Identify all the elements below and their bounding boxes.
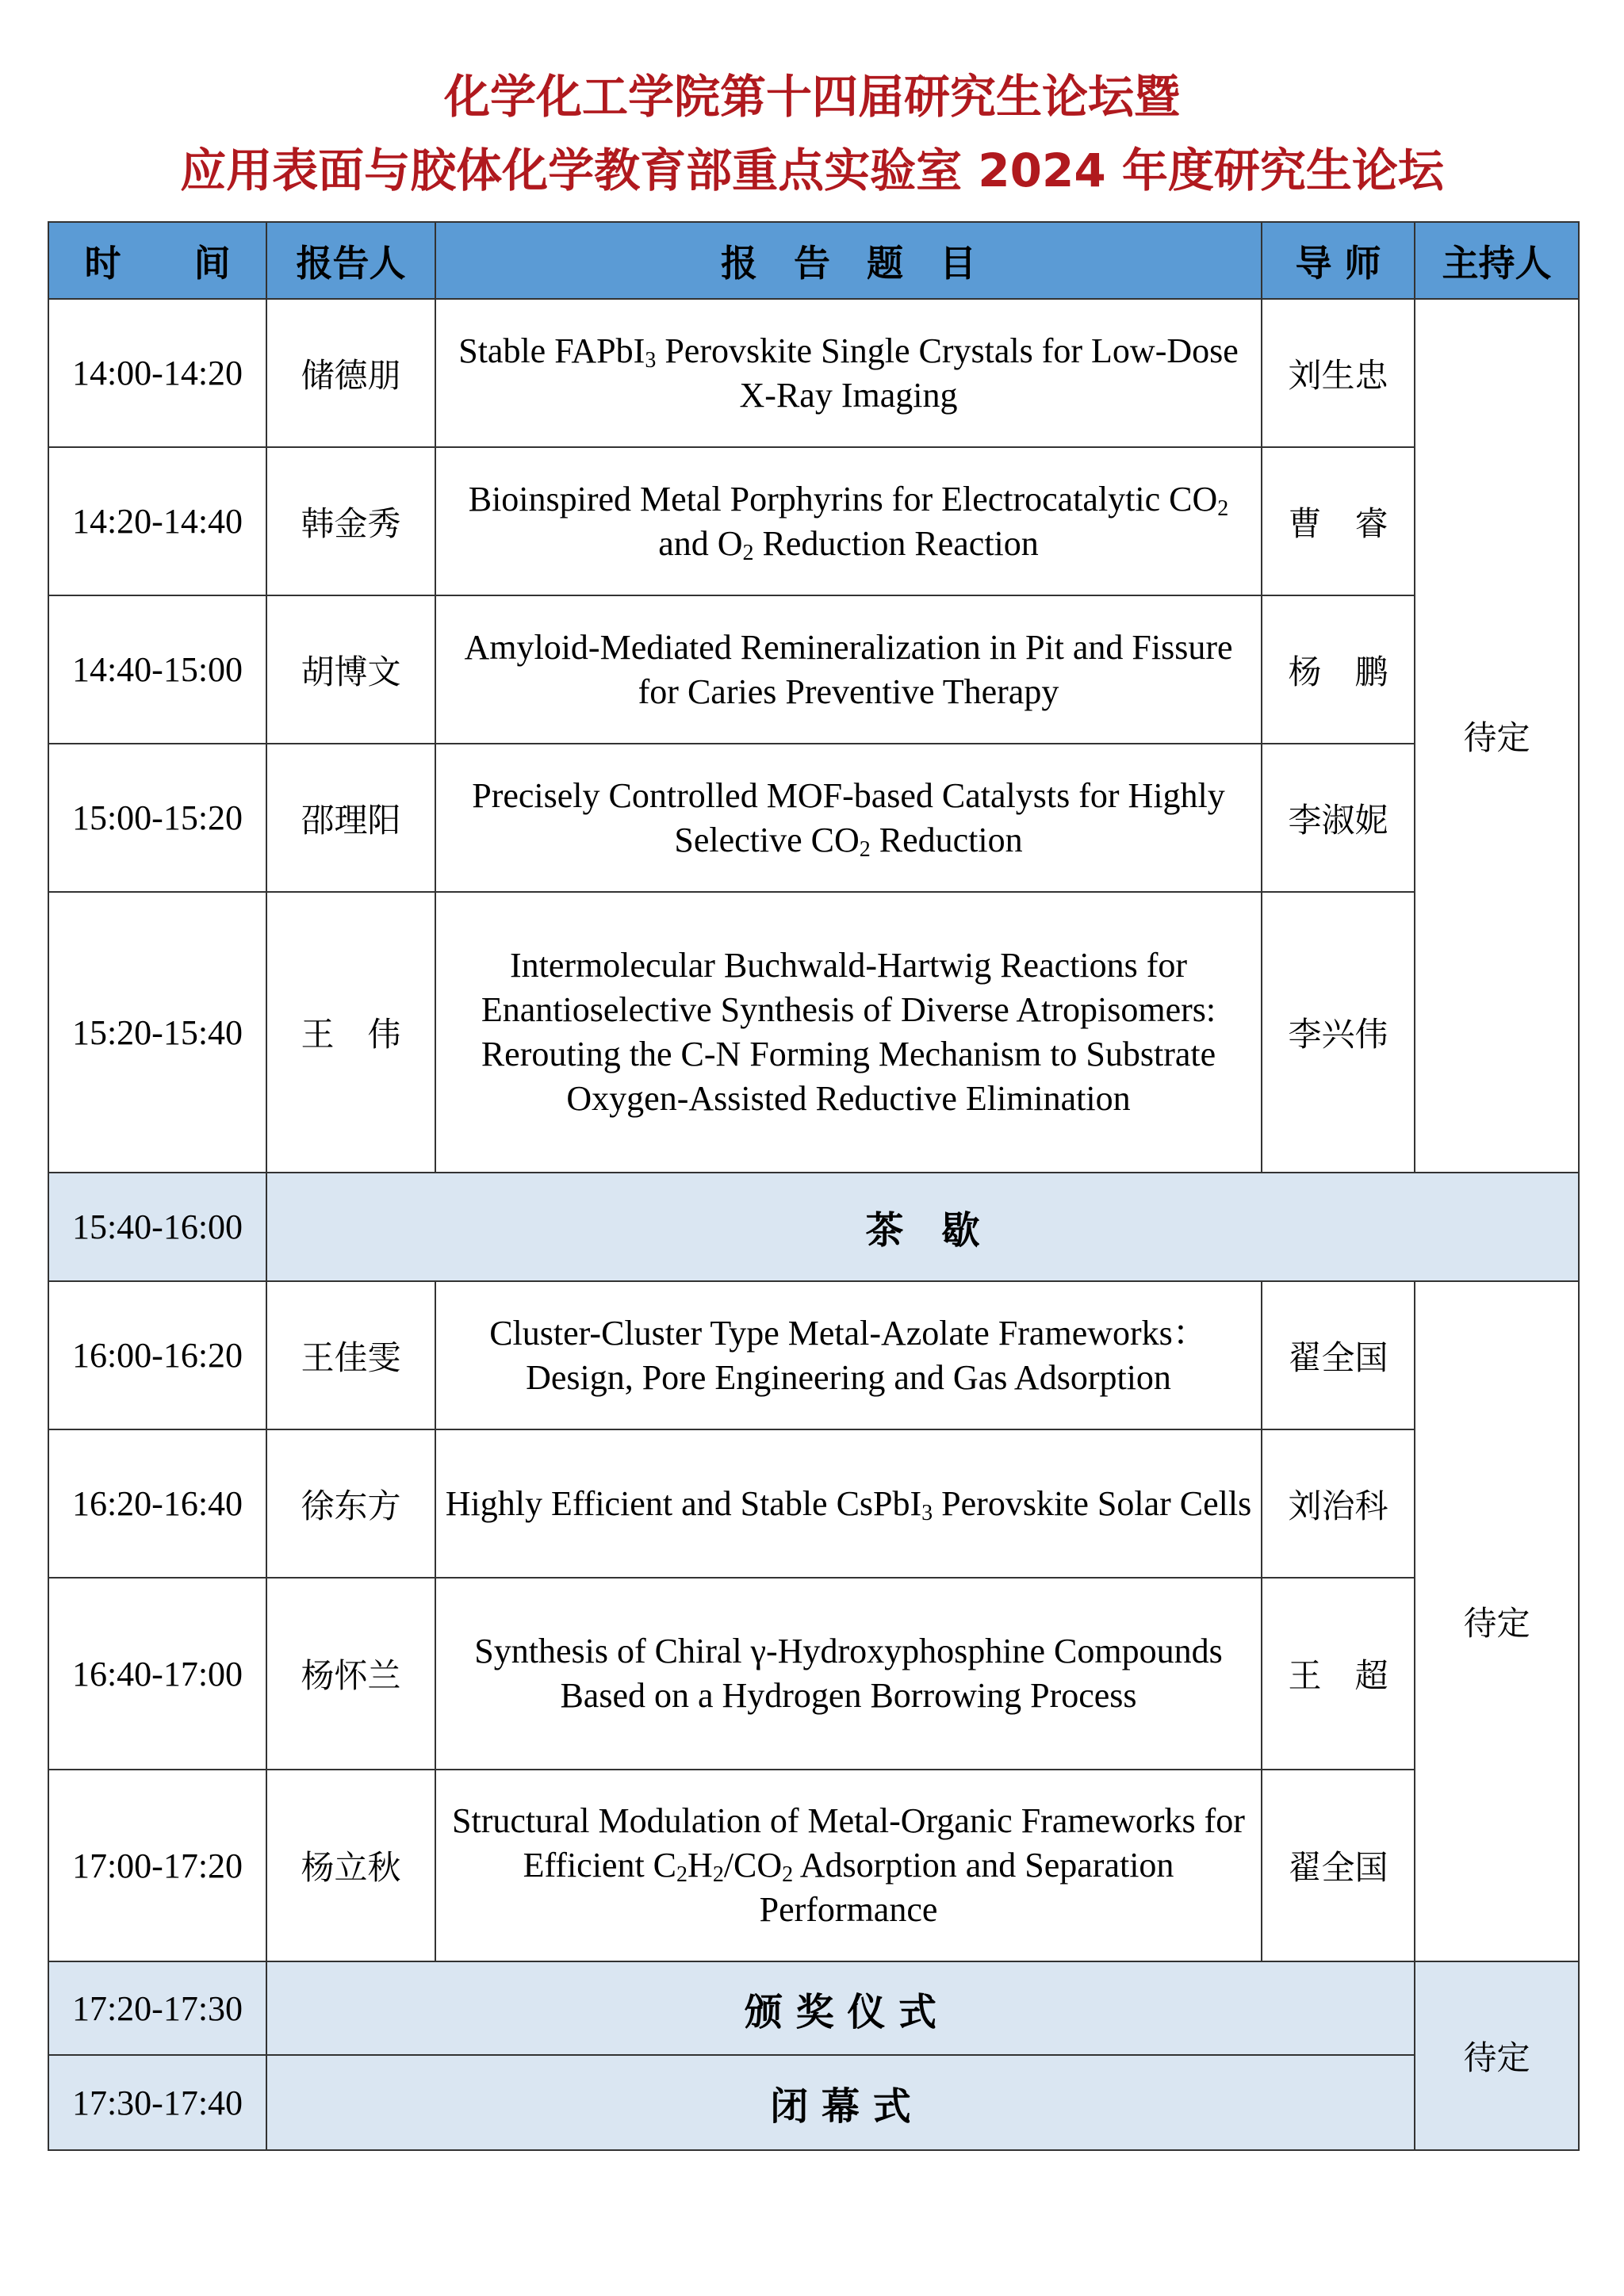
topic-subscript: 3	[645, 347, 657, 373]
topic-text: Highly Efficient and Stable CsPbI	[445, 1483, 922, 1523]
speaker-cell: 胡博文	[266, 595, 435, 744]
closing-ceremony-label: 闭 幕 式	[266, 2055, 1415, 2150]
topic-subscript: 2	[1217, 496, 1229, 521]
topic-text: Intermolecular Buchwald-Hartwig Reactions for Enantioselective Synthesis of Diverse Atropisomers: Rerouting the C-N Forming Mechanism to Substrate Oxygen-Assisted Reductive Elimination	[481, 946, 1216, 1118]
topic-cell	[435, 447, 1262, 595]
title-line-1: 化学化工学院第十四届研究生论坛暨	[443, 70, 1180, 124]
topic-subscript: 3	[921, 1500, 933, 1525]
table-row	[48, 1578, 1579, 1770]
topic-cell	[435, 595, 1262, 744]
time-cell: 16:20-16:40	[48, 1429, 266, 1578]
header-advisor: 导 师	[1262, 222, 1415, 299]
speaker-cell: 杨怀兰	[266, 1578, 435, 1770]
speaker-cell: 邵理阳	[266, 744, 435, 892]
time-cell: 14:00-14:20	[48, 299, 266, 447]
topic-text: Perovskite Solar Cells	[933, 1483, 1252, 1523]
award-row	[48, 1961, 1579, 2055]
table-row	[48, 447, 1579, 595]
schedule-table	[48, 221, 1580, 2151]
topic-subscript: 2	[782, 1862, 794, 1887]
time-cell: 15:40-16:00	[48, 1173, 266, 1281]
advisor-cell: 王 超	[1262, 1578, 1415, 1770]
time-cell: 14:40-15:00	[48, 595, 266, 744]
award-ceremony-label: 颁 奖 仪 式	[266, 1961, 1415, 2055]
advisor-cell: 翟全国	[1262, 1770, 1415, 1961]
tea-break-row	[48, 1173, 1579, 1281]
table-row	[48, 299, 1579, 447]
topic-text: Structural Modulation of Metal-Organic Frameworks for Efficient C	[452, 1801, 1245, 1885]
topic-text: Perovskite Single Crystals for Low-Dose X-Ray Imaging	[656, 331, 1239, 415]
topic-text: and O	[658, 523, 743, 563]
advisor-cell: 刘治科	[1262, 1429, 1415, 1578]
advisor-cell: 刘生忠	[1262, 299, 1415, 447]
topic-subscript: 2	[712, 1862, 724, 1887]
speaker-cell: 王 伟	[266, 892, 435, 1173]
table-row	[48, 595, 1579, 744]
tea-break-label: 茶 歇	[266, 1173, 1579, 1281]
speaker-cell: 韩金秀	[266, 447, 435, 595]
time-cell: 17:20-17:30	[48, 1961, 266, 2055]
header-speaker: 报告人	[266, 222, 435, 299]
table-row	[48, 1770, 1579, 1961]
topic-cell	[435, 299, 1262, 447]
time-cell: 17:00-17:20	[48, 1770, 266, 1961]
topic-subscript: 2	[742, 540, 754, 565]
topic-cell	[435, 1578, 1262, 1770]
table-row	[48, 1281, 1579, 1429]
header-topic: 报 告 题 目	[435, 222, 1262, 299]
topic-cell	[435, 1281, 1262, 1429]
topic-cell	[435, 1429, 1262, 1578]
header-time: 时 间	[48, 222, 266, 299]
topic-cell	[435, 892, 1262, 1173]
advisor-cell: 曹 睿	[1262, 447, 1415, 595]
topic-text: Synthesis of Chiral γ-Hydroxyphosphine Compounds Based on a Hydrogen Borrowing Process	[474, 1632, 1223, 1715]
topic-subscript: 2	[859, 836, 871, 862]
host-cell-closing: 待定	[1415, 1961, 1579, 2150]
time-cell: 14:20-14:40	[48, 447, 266, 595]
speaker-cell: 徐东方	[266, 1429, 435, 1578]
topic-text: Precisely Controlled MOF-based Catalysts for Highly Selective CO	[472, 775, 1225, 859]
host-cell-session1: 待定	[1415, 299, 1579, 1173]
advisor-cell: 翟全国	[1262, 1281, 1415, 1429]
time-cell: 16:40-17:00	[48, 1578, 266, 1770]
topic-text: Cluster-Cluster Type Metal-Azolate Frameworks：Design, Pore Engineering and Gas Adsorption	[489, 1313, 1208, 1397]
topic-cell	[435, 744, 1262, 892]
advisor-cell: 李淑妮	[1262, 744, 1415, 892]
speaker-cell: 杨立秋	[266, 1770, 435, 1961]
topic-text: Adsorption and Separation Performance	[759, 1846, 1174, 1929]
topic-text: Reduction	[870, 820, 1023, 859]
topic-text: Amyloid-Mediated Remineralization in Pit and Fissure for Caries Preventive Therapy	[464, 627, 1233, 711]
topic-subscript: 2	[676, 1862, 688, 1887]
title-line-2: 应用表面与胶体化学教育部重点实验室 2024 年度研究生论坛	[180, 144, 1444, 197]
advisor-cell: 杨 鹏	[1262, 595, 1415, 744]
topic-cell	[435, 1770, 1262, 1961]
table-row	[48, 744, 1579, 892]
table-row	[48, 1429, 1579, 1578]
time-cell: 16:00-16:20	[48, 1281, 266, 1429]
header-row	[48, 222, 1579, 299]
topic-text: H	[688, 1846, 713, 1885]
topic-text: Stable FAPbI	[458, 331, 645, 370]
topic-text: Bioinspired Metal Porphyrins for Electrocatalytic CO	[468, 479, 1218, 519]
topic-text: /CO	[723, 1846, 783, 1885]
header-host: 主持人	[1415, 222, 1579, 299]
speaker-cell: 王佳雯	[266, 1281, 435, 1429]
closing-row	[48, 2055, 1579, 2150]
table-row	[48, 892, 1579, 1173]
topic-text: Reduction Reaction	[753, 523, 1039, 563]
speaker-cell: 储德朋	[266, 299, 435, 447]
time-cell: 15:00-15:20	[48, 744, 266, 892]
time-cell: 15:20-15:40	[48, 892, 266, 1173]
advisor-cell: 李兴伟	[1262, 892, 1415, 1173]
time-cell: 17:30-17:40	[48, 2055, 266, 2150]
host-cell-session2: 待定	[1415, 1281, 1579, 1961]
